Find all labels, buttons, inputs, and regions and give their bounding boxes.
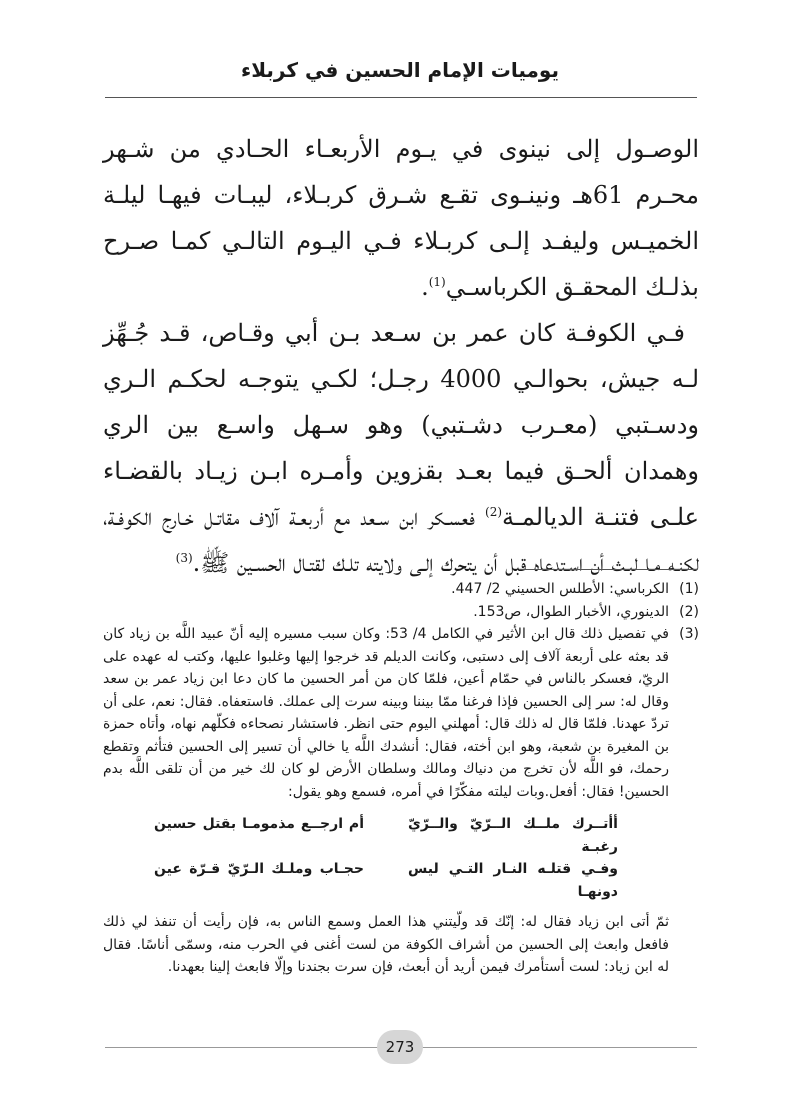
footnote-divider (519, 569, 697, 570)
footnote-number: (2) (679, 603, 699, 620)
footnote-number: (1) (679, 581, 699, 597)
page-number: 273 (377, 1030, 423, 1064)
footnote-number: (3) (679, 626, 699, 642)
footnote-ref-1[interactable]: (1) (428, 275, 446, 289)
footnote-3-text-b: ثمّ أتى ابن زياد فقال له: إنّك قد ولّيتني هذا العمل وسمع الناس به، فإن رأيت أن تنفذ لي ذلك فافعل وابعث إلى الحسين من أشراف الكوفة من لست أغنى في الحرب منه، وسمّى أناسًا. فقال له ابن زياد: لست أستأمرك فيمن أريد أن أبعث، فإن سرت بجندنا وإلّا فابعث إلينا بعهدنا. (103, 914, 669, 975)
header-divider (105, 97, 697, 98)
footnote-3-text-a: في تفصيل ذلك قال ابن الأثير في الكامل 4/ 53: وكان سبب مسيره إليه أنّ عبيد اللَّه بن زياد كان قد بعثه على أربعة آلاف إلى دستبى، وكانت الديلم قد خرجوا إليها وغلبوا عليها، وكتب له عهده على الريّ، فعسكر بالناس في حمّام أعين، فلمّا كان من أمر الحسين ما كان دعا ابن زياد عمر بن سعد وقال له: سر إلى الحسين فإذا فرغنا ممّا بيننا وبينه سرت إلى عملك. فاستعفاه. فقال: نعم، على أن تردّ عهدنا. فلمّا قال له ذلك قال: أمهلني اليوم حتى انظر. فاستشار نصحاءه فكلّهم نهاه، وأتاه حمزة بن المغيرة بن شعبة، وهو ابن أخته، فقال: أنشدك اللَّه يا خالي أن تسير إلى الحسين فتأثم وتقطع رحمك، فو اللَّه لأن تخرج من دنياك ومالك وسلطان الأرض لو كان لك خير من أن تلقى اللَّه بدم الحسين! فقال: أفعل.وبات ليلته مفكّرًا في أمره، فسمع وهو يقول: (103, 626, 669, 800)
footnote-ref-3[interactable]: (3) (175, 551, 193, 565)
poem-verse-2 (103, 858, 669, 903)
footnote-ref-2[interactable]: (2) (485, 505, 503, 519)
poem (103, 813, 669, 903)
poem-hemistich: أم ارجــع مذمومـا بقتل حسين (154, 816, 364, 832)
main-text (103, 126, 699, 586)
poem-hemistich: وفـي قتلـه النـار التـي ليس دونهـا (408, 861, 618, 900)
footnotes (103, 578, 699, 979)
paragraph-1-text: الوصـول إلى نينوى في يـوم الأربعـاء الحـادي من شـهر محـرم 61هـ ونينـوى تقـع شـرق كربـلاء، ليبـات فيهـا ليلـة الخميـس وليفـد إلـى كربـلاء فـي اليـوم التالـي كمـا صـرح بذلـك المحقـق الكرباسـي (103, 135, 700, 301)
footnote-3-body (103, 623, 669, 979)
paragraph-2-text-b: فعسـكر ابن سـعد مع أربعـة آلاف مقاتـل خـارج الكوفـة، لكنـه مـا لبـث أن اسـتدعاه قبل أن يتحرك إلـى ولايته تلـك لقتـال الحسـين ﷺ. (103, 503, 699, 577)
poem-verse-1 (103, 813, 669, 858)
poem-hemistich: حجـاب وملـك الـرّيّ قـرّة عين (154, 861, 364, 877)
footnote-text: الدينوري، الأخبار الطوال، ص153. (473, 603, 669, 620)
running-header-title: يوميات الإمام الحسين في كربلاء (241, 58, 559, 82)
footnote-1 (103, 578, 699, 601)
poem-hemistich: أأتــرك ملــك الــرّيّ والــرّيّ رغبـة (408, 816, 618, 855)
footnote-3 (103, 623, 699, 979)
footnote-text: الكرباسي: الأطلس الحسيني 2/ 447. (451, 581, 669, 597)
paragraph-1 (103, 126, 699, 310)
paragraph-2-text-a: فـي الكوفـة كان عمر بن سـعد بـن أبي وقـاص، قـد جُـهِّز لـه جيش، بحوالـي 4000 رجـل؛ لكـي يتوجـه لحكـم الـري ودسـتبي (معـرب دشـتبي) وهو سـهل واسـع بين الري وهمدان ألحـق فيما بعـد بقزوين وأمـره ابـن زيـاد بالقضـاء علـى فتنـة الديالمـة (103, 319, 700, 531)
paragraph-2 (103, 310, 699, 586)
paragraph-1-end: . (421, 273, 429, 301)
footnote-2 (103, 601, 699, 624)
